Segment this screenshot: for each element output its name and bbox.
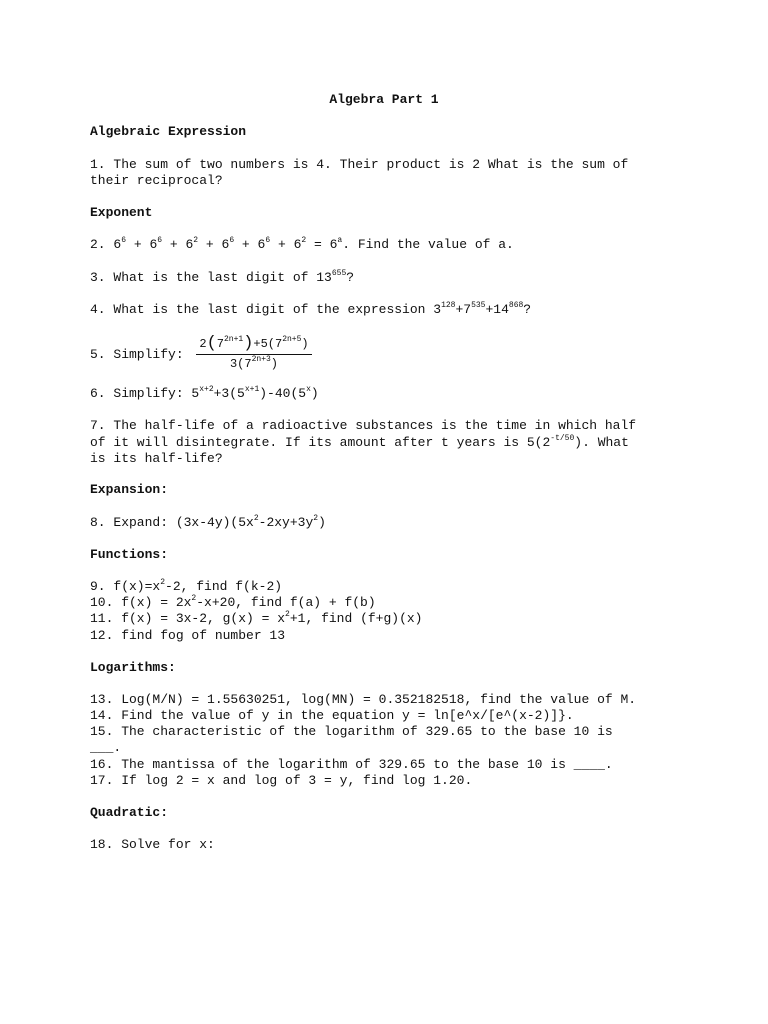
question-12: 12. find fog of number 13 [90,628,286,643]
section-heading-algebraic-expression: Algebraic Expression [90,124,247,139]
question-17: 17. If log 2 = x and log of 3 = y, find log 1.20. [90,773,473,788]
question-18: 18. Solve for x: [90,837,215,852]
section-heading-exponent: Exponent [90,205,153,220]
question-7-line-2: of it will disintegrate. If its amount after t years is $5(2^{-t/50})$. What [90,434,629,450]
question-7-line-3: is its half-life? [90,451,223,466]
fraction-numerator: $2(7^{2n+1})+5(7^{2n+5})$ [196,336,312,355]
question-7-line-1: 7. The half-life of a radioactive substances is the time in which half [90,418,637,433]
section-heading-logarithms: Logarithms: [90,660,176,675]
question-3: 3. What is the last digit of $13^{655}$? [90,269,355,285]
fraction-denominator: $3(7^{2n+3})$ [229,355,278,371]
question-5-label: 5. Simplify: [90,347,184,362]
section-heading-expansion: Expansion: [90,482,169,497]
question-1-line-2: their reciprocal? [90,173,223,188]
question-8: 8. Expand: $(3x-4y)(5x^2-2xy+3y^2)$ [90,514,326,530]
question-2: 2. $6^6 + 6^6 + 6^2 + 6^6 + 6^6 + 6^2 = 6^a$. Find the value of a. [90,236,514,252]
question-4: 4. What is the last digit of the expression $3^{128}+7^{535}+14^{868}$? [90,301,532,317]
section-heading-functions: Functions: [90,547,169,562]
section-heading-quadratic: Quadratic: [90,805,169,820]
page-title: Algebra Part 1 [329,92,439,107]
question-5-fraction [196,336,312,372]
question-9: 9. $f(x)=x^2-2$, find f(k-2) [90,578,283,594]
question-10: 10. $f(x) = 2x^2-x+20$, find f(a) + f(b) [90,594,376,610]
question-15-line-1: 15. The characteristic of the logarithm of 329.65 to the base 10 is [90,724,613,739]
question-16: 16. The mantissa of the logarithm of 329.65 to the base 10 is ____. [90,757,613,772]
question-14: 14. Find the value of y in the equation y = ln[e^x/[e^(x-2)]}. [90,708,574,723]
question-6: 6. Simplify: $5^{x+2}+3(5^{x+1})-40(5^x)$ [90,385,319,401]
question-15-line-2: ___. [90,740,122,755]
question-1-line-1: 1. The sum of two numbers is 4. Their product is 2 What is the sum of [90,157,629,172]
question-11: 11. f(x) = 3x-2, $g(x) = x^2+1$, find (f+g)(x) [90,610,423,626]
question-13: 13. Log(M/N) = 1.55630251, log(MN) = 0.352182518, find the value of M. [90,692,637,707]
